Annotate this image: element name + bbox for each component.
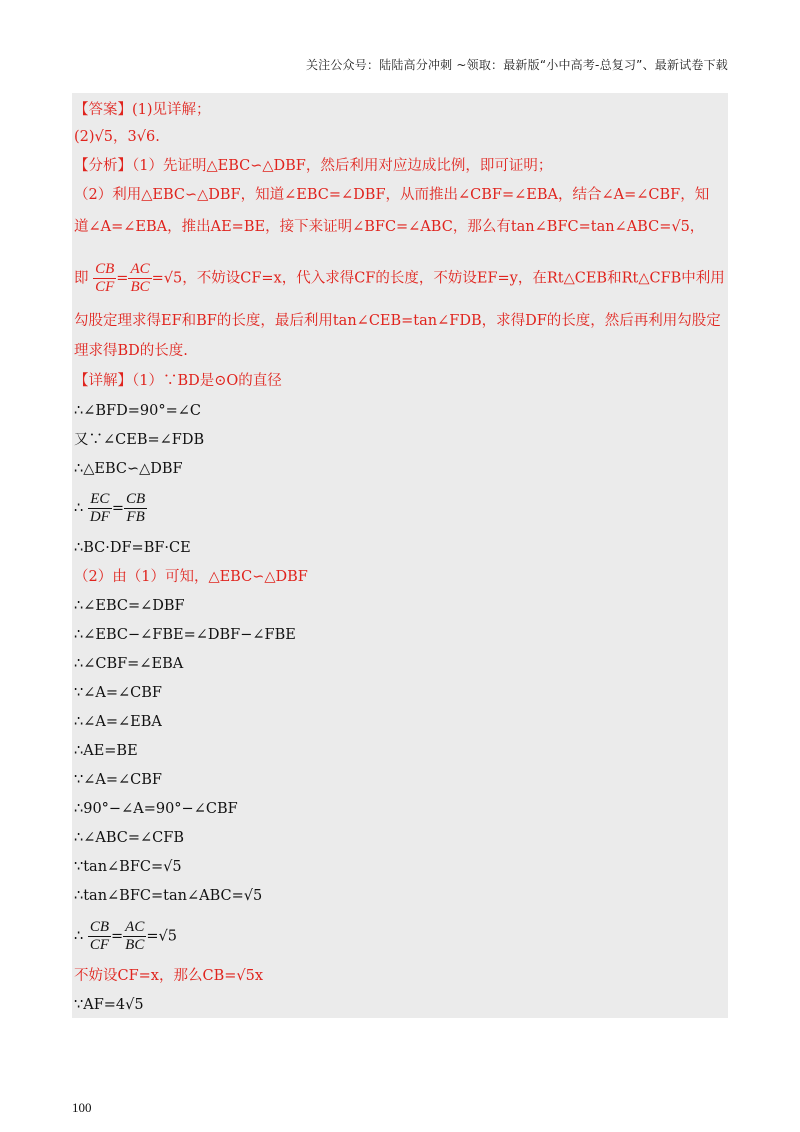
proof-step: ∴∠BFD=90°=∠C: [74, 403, 201, 419]
detail-label: 【详解】（1）∵BD是⊙O的直径: [74, 373, 282, 389]
proof-step: ∴AE=BE: [74, 743, 138, 759]
proof-step: ∵tan∠BFC=√5: [74, 859, 182, 875]
page-header: 关注公众号：陆陆高分冲刺 ~领取：最新版“小中高考-总复习”、最新试卷下载: [305, 58, 728, 72]
detail-header: [74, 374, 282, 389]
proof-step: ∵∠A=∠CBF: [74, 772, 162, 788]
sqrt-five: √5: [158, 928, 177, 945]
proof-step-fraction: ∴ $\frac{CB}{CF}$ = $\frac{AC}{BC}$ =√5: [74, 919, 177, 953]
assumption-line: 不妨设CF=x，那么CB=√5x: [74, 968, 264, 984]
analysis-line-2: （2）利用△EBC∽△DBF，知道∠EBC=∠DBF，从而推出∠CBF=∠EBA，结合∠A=∠CBF，知: [74, 187, 710, 203]
analysis-line-4: 即 $\frac{CB}{CF}$ = $\frac{AC}{BC}$ =√5，不妨设CF=x，代入求得CF的长度，不妨设EF=y，在Rt△CEB和Rt△CFB中利用: [74, 261, 725, 295]
proof-step: ∴∠EBC=∠DBF: [74, 598, 185, 614]
answer-line: 【答案】(1)见详解；: [74, 102, 211, 118]
fraction-ac-bc: [123, 920, 146, 953]
proof-step: ∴∠ABC=∠CFB: [74, 830, 184, 846]
fraction-numerator: AC: [130, 261, 150, 277]
proof-step: ∴90°−∠A=90°−∠CBF: [74, 801, 238, 817]
fraction-denominator: BC: [125, 937, 145, 953]
fraction-numerator: CB: [126, 491, 146, 507]
fraction-denominator: BC: [130, 279, 150, 295]
fraction-cb-fb: [124, 492, 147, 525]
fraction-numerator: CB: [89, 919, 110, 935]
proof-step: ∵AF=4√5: [74, 997, 144, 1013]
part2-header: （2）由（1）可知，△EBC∽△DBF: [74, 569, 308, 585]
fraction-denominator: CF: [89, 937, 110, 953]
analysis-line-5: 勾股定理求得EF和BF的长度，最后利用tan∠CEB=tan∠FDB，求得DF的长度，然后再利用勾股定: [74, 313, 721, 329]
fraction-ec-df: [88, 492, 112, 525]
proof-step: ∴BC·DF=BF·CE: [74, 540, 191, 556]
proof-step: 又∵∠CEB=∠FDB: [74, 432, 205, 448]
fraction-denominator: CF: [95, 279, 115, 295]
fraction-denominator: DF: [89, 509, 110, 525]
proof-step-fraction: ∴ $\frac{EC}{DF}$ = $\frac{CB}{FB}$: [74, 491, 146, 525]
analysis-line-3: 道∠A=∠EBA，推出AE=BE，接下来证明∠BFC=∠ABC，那么有tan∠BFC=tan∠ABC=√5，: [74, 219, 705, 235]
proof-step: ∴∠CBF=∠EBA: [74, 656, 184, 672]
fraction-ac-bc: [128, 262, 151, 295]
therefore-symbol: ∴: [74, 500, 84, 517]
therefore-symbol: ∴: [74, 928, 84, 945]
proof-step: ∵∠A=∠CBF: [74, 685, 162, 701]
answer-part2: (2)√5，3√6.: [74, 129, 160, 145]
fraction-numerator: CB: [95, 261, 115, 277]
page-number: 100: [72, 1100, 92, 1115]
proof-step: ∴tan∠BFC=tan∠ABC=√5: [74, 888, 263, 904]
analysis-line-6: 理求得BD的长度.: [74, 343, 188, 359]
analysis-line-4-prefix: 即: [74, 270, 89, 287]
analysis-line-1: 【分析】（1）先证明△EBC∽△DBF，然后利用对应边成比例，即可证明；: [74, 158, 553, 174]
proof-step: ∴∠A=∠EBA: [74, 714, 162, 730]
fraction-denominator: FB: [126, 509, 145, 525]
fraction-cb-cf: [88, 920, 111, 953]
fraction-numerator: AC: [125, 919, 145, 935]
proof-step: ∴∠EBC−∠FBE=∠DBF−∠FBE: [74, 627, 296, 643]
proof-step: ∴△EBC∽△DBF: [74, 461, 183, 477]
fraction-cb-cf: [93, 262, 116, 295]
analysis-line-4-rest: =√5，不妨设CF=x，代入求得CF的长度，不妨设EF=y，在Rt△CEB和Rt△CFB中利用: [151, 270, 725, 287]
fraction-numerator: EC: [88, 492, 112, 509]
